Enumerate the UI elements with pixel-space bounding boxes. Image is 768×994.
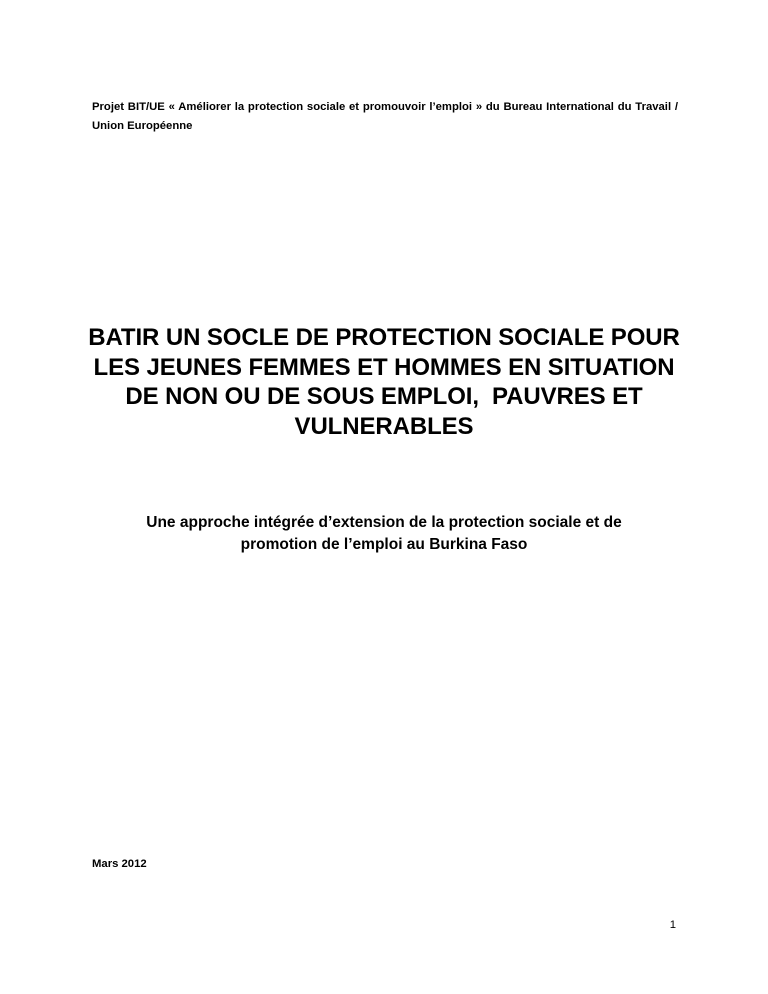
title-line: BATIR UN SOCLE DE PROTECTION SOCIALE POUR [88, 324, 680, 351]
title-line: VULNERABLES [294, 412, 474, 440]
document-title [70, 323, 698, 441]
title-line: LES JEUNES FEMMES ET HOMMES EN SITUATION [93, 353, 675, 381]
document-date: Mars 2012 [92, 858, 147, 870]
document-subtitle [90, 512, 678, 556]
subtitle-line: promotion de l’emploi au Burkina Faso [240, 536, 528, 553]
project-header-note: Projet BIT/UE « Améliorer la protection sociale et promouvoir l’emploi » du Bureau International du Travail / Union Européenne [92, 101, 678, 132]
subtitle-line: Une approche intégrée d’extension de la protection sociale et de [146, 514, 622, 531]
title-line: DE NON OU DE SOUS EMPLOI, PAUVRES ET [125, 383, 643, 410]
page-number: 1 [669, 919, 676, 931]
